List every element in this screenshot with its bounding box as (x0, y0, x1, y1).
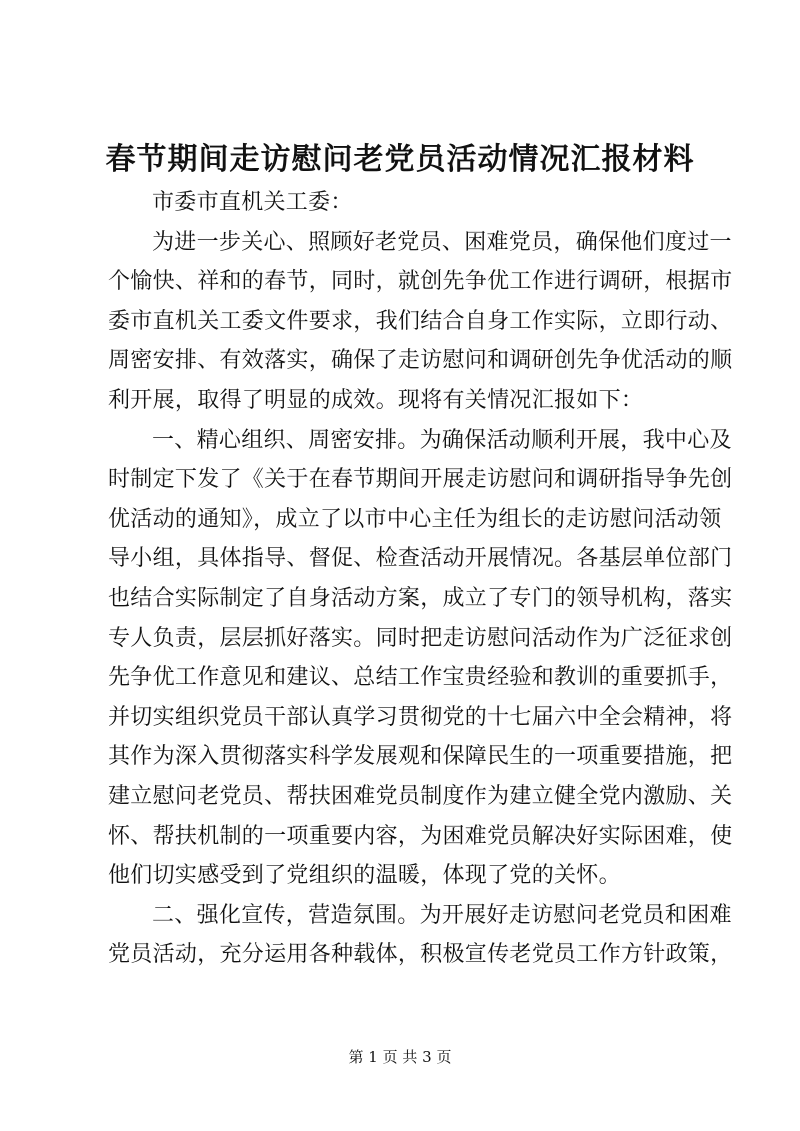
page-number-footer: 第 1 页 共 3 页 (348, 1048, 452, 1066)
paragraph-line: 周密安排、有效落实，确保了走访慰问和调研创先争优活动的顺 (108, 348, 733, 374)
paragraph-line: 党员活动，充分运用各种载体，积极宣传老党员工作方针政策， (108, 942, 733, 968)
paragraph-line: 先争优工作意见和建议、总结工作宝贵经验和教训的重要抓手， (108, 665, 733, 691)
paragraph-line: 导小组，具体指导、督促、检查活动开展情况。各基层单位部门 (108, 546, 733, 572)
paragraph-line: 怀、帮扶机制的一项重要内容，为困难党员解决好实际困难，使 (108, 823, 733, 849)
paragraph-line: 并切实组织党员干部认真学习贯彻党的十七届六中全会精神，将 (108, 704, 733, 730)
salutation-line: 市委市直机关工委： (152, 190, 353, 215)
paragraph-line: 优活动的通知》，成立了以市中心主任为组长的走访慰问活动领 (108, 506, 722, 532)
paragraph-line: 个愉快、祥和的春节，同时，就创先争优工作进行调研，根据市 (108, 269, 733, 295)
paragraph-line: 利开展，取得了明显的成效。现将有关情况汇报如下： (108, 387, 644, 413)
paragraph-line: 他们切实感受到了党组织的温暖，体现了党的关怀。 (108, 863, 621, 889)
paragraph-line: 也结合实际制定了自身活动方案，成立了专门的领导机构，落实 (108, 585, 733, 611)
paragraph-line: 一、精心组织、周密安排。为确保活动顺利开展，我中心及 (152, 427, 732, 453)
paragraph-line: 为进一步关心、照顾好老党员、困难党员，确保他们度过一 (152, 229, 732, 255)
paragraph-line: 建立慰问老党员、帮扶困难党员制度作为建立健全党内激励、关 (108, 783, 733, 809)
paragraph-line: 二、强化宣传，营造氛围。为开展好走访慰问老党员和困难 (152, 902, 732, 928)
paragraph-line: 其作为深入贯彻落实科学发展观和保障民生的一项重要措施，把 (108, 744, 733, 770)
document-title: 春节期间走访慰问老党员活动情况汇报材料 (105, 142, 695, 177)
paragraph-line: 委市直机关工委文件要求，我们结合自身工作实际，立即行动、 (108, 308, 733, 334)
document-body (108, 183, 733, 975)
paragraph-line: 时制定下发了《关于在春节期间开展走访慰问和调研指导争先创 (108, 467, 733, 493)
paragraph-line: 专人负责，层层抓好落实。同时把走访慰问活动作为广泛征求创 (108, 625, 733, 651)
